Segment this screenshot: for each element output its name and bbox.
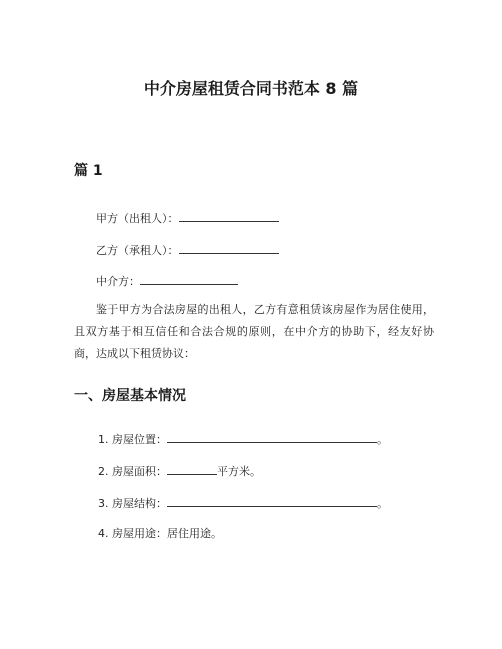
party-a-label: 甲方（出租人）： [96, 212, 179, 225]
list-item-usage [98, 526, 222, 541]
party-a-line [96, 210, 279, 226]
list-item-suffix: 平方米。 [217, 465, 261, 478]
chapter-1-heading: 一、房屋基本情况 [74, 388, 186, 404]
list-item-location [98, 431, 388, 447]
agent-label: 中介方： [96, 275, 140, 288]
area-blank [167, 463, 217, 475]
list-item-prefix: 3. 房屋结构： [98, 497, 167, 510]
list-item-suffix: 。 [377, 433, 388, 446]
agent-blank [140, 273, 238, 285]
list-item-area [98, 463, 261, 479]
document-title: 中介房屋租赁合同书范本 8 篇 [143, 79, 359, 98]
party-b-blank [179, 242, 279, 254]
party-b-line [96, 242, 279, 258]
party-a-blank [179, 210, 279, 222]
list-item-prefix: 4. 房屋用途：居住用途。 [98, 527, 222, 540]
section-title: 篇 1 [74, 163, 103, 179]
intro-paragraph: 鉴于甲方为合法房屋的出租人，乙方有意租赁该房屋作为居住使用，且双方基于相互信任和合法合规的原则，在中介方的协助下，经友好协商，达成以下租赁协议： [74, 303, 434, 360]
list-item-prefix: 1. 房屋位置： [98, 433, 167, 446]
list-item-prefix: 2. 房屋面积： [98, 465, 167, 478]
structure-blank [167, 495, 377, 507]
list-item-suffix: 。 [377, 497, 388, 510]
agent-line [96, 273, 238, 289]
party-b-label: 乙方（承租人）： [96, 244, 179, 257]
list-item-structure [98, 495, 388, 511]
location-blank [167, 431, 377, 443]
